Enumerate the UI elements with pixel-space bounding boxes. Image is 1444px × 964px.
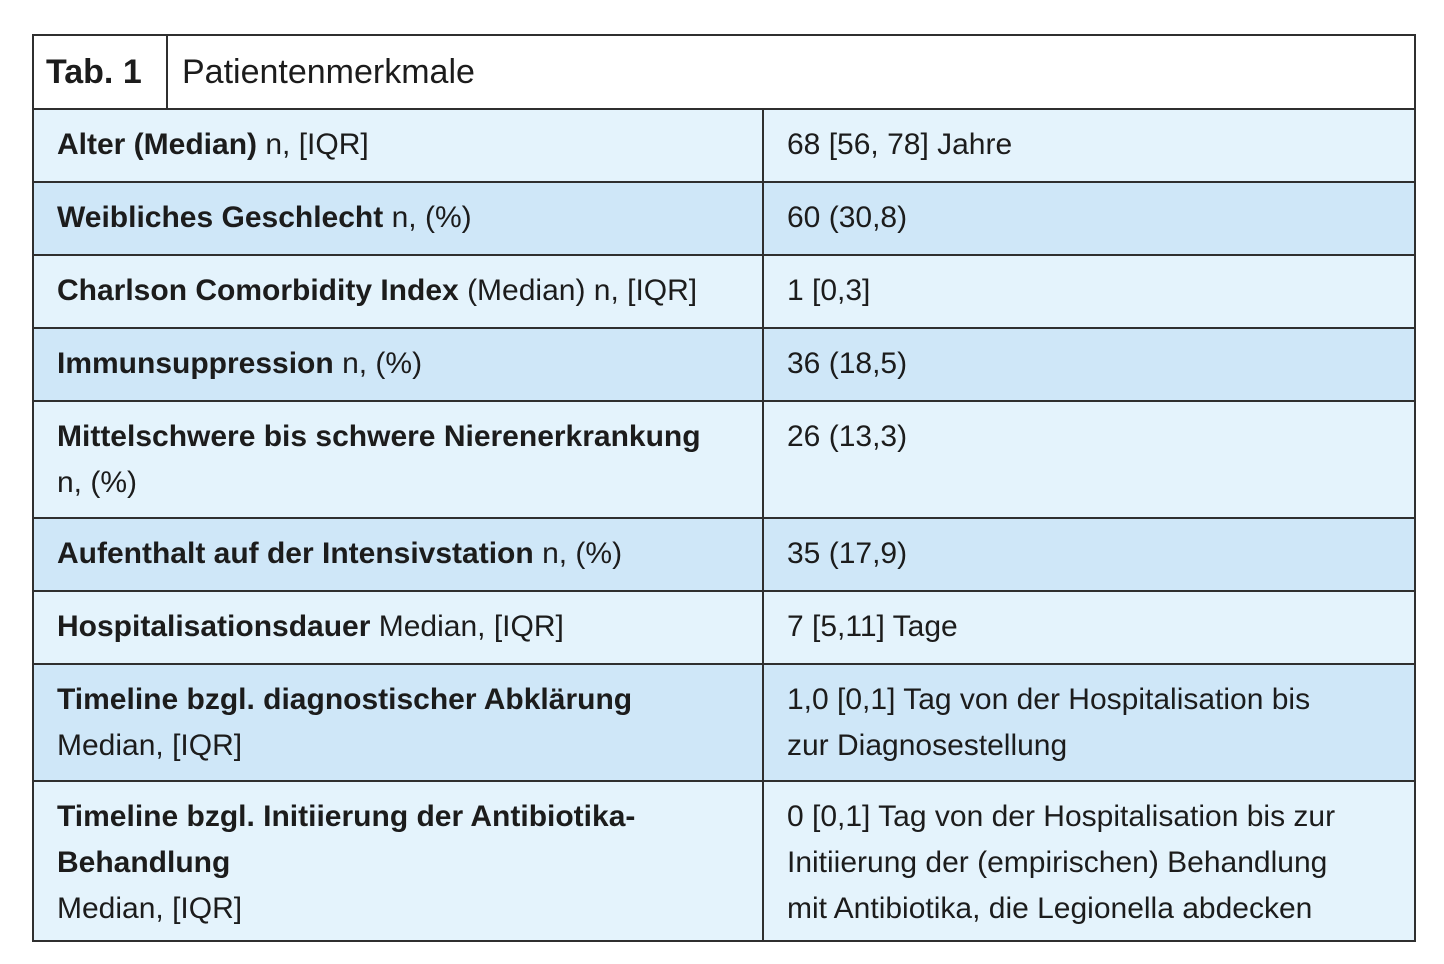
row-value-cell	[764, 665, 1414, 780]
row-label-cell	[34, 782, 764, 940]
row-value-line: zur Diagnosestellung	[787, 729, 1068, 762]
row-diagnostic-timeline	[34, 663, 1414, 780]
row-value-line: 35 (17,9)	[787, 537, 908, 570]
row-label-unit: Median, [IQR]	[57, 892, 243, 925]
row-label-unit: n, (%)	[542, 537, 623, 570]
row-label-bold: Hospitalisationsdauer	[57, 610, 371, 643]
row-antibiotic-timeline	[34, 780, 1414, 940]
row-immunosuppression	[34, 327, 1414, 400]
row-label-line	[57, 341, 762, 387]
row-age	[34, 108, 1414, 181]
row-value-cell	[764, 183, 1414, 254]
row-value-line: 0 [0,1] Tag von der Hospitalisation bis zur	[787, 800, 1336, 833]
table-title: Patientenmerkmale	[182, 53, 475, 91]
row-value-cell	[764, 256, 1414, 327]
row-value-line: 1 [0,3]	[787, 274, 871, 307]
row-label-unit: n, (%)	[57, 466, 138, 499]
row-label-unit: (Median) n, [IQR]	[467, 274, 698, 307]
table-label: Tab. 1	[34, 36, 168, 108]
row-kidney-disease	[34, 400, 1414, 517]
row-label-cell	[34, 183, 764, 254]
row-label-line	[57, 723, 762, 769]
row-label-cell	[34, 110, 764, 181]
row-label-unit: n, (%)	[391, 201, 472, 234]
row-value-cell	[764, 329, 1414, 400]
row-value-cell	[764, 519, 1414, 590]
row-value-line: 60 (30,8)	[787, 201, 908, 234]
row-label-line	[57, 268, 762, 314]
row-label-cell	[34, 519, 764, 590]
row-label-line	[57, 460, 762, 506]
row-label-cell	[34, 592, 764, 663]
row-label-bold: Mittelschwere bis schwere Nierenerkrankung	[57, 420, 701, 453]
row-hospitalization-duration	[34, 590, 1414, 663]
row-value-line: 36 (18,5)	[787, 347, 908, 380]
row-label-line	[57, 195, 762, 241]
row-label-bold: Charlson Comorbidity Index	[57, 274, 459, 307]
row-label-line	[57, 677, 762, 723]
row-label-unit: n, [IQR]	[265, 128, 369, 161]
table-header	[34, 36, 1414, 108]
row-label-cell	[34, 329, 764, 400]
row-label-unit: n, (%)	[342, 347, 423, 380]
row-label-line	[57, 414, 762, 460]
row-label-unit: Median, [IQR]	[378, 610, 564, 643]
row-label-bold: Timeline bzgl. diagnostischer Abklärung	[57, 683, 633, 716]
row-value-cell	[764, 402, 1414, 517]
row-female-sex	[34, 181, 1414, 254]
row-label-cell	[34, 256, 764, 327]
row-value-cell	[764, 592, 1414, 663]
row-value-line: mit Antibiotika, die Legionella abdecken	[787, 892, 1313, 925]
row-value-cell	[764, 110, 1414, 181]
row-label-bold: Timeline bzgl. Initiierung der Antibiotika-	[57, 800, 636, 833]
row-label-line	[57, 531, 762, 577]
row-label-unit: Median, [IQR]	[57, 729, 243, 762]
row-value-line: Initiierung der (empirischen) Behandlung	[787, 846, 1328, 879]
row-value-cell	[764, 782, 1414, 940]
row-label-line	[57, 886, 762, 932]
row-label-bold: Alter (Median)	[57, 128, 258, 161]
row-label-line	[57, 122, 762, 168]
row-label-cell	[34, 402, 764, 517]
patient-characteristics-table	[32, 34, 1416, 942]
row-label-bold: Weibliches Geschlecht	[57, 201, 384, 234]
row-value-line: 1,0 [0,1] Tag von der Hospitalisation bis	[787, 683, 1311, 716]
row-label-line	[57, 840, 762, 886]
row-label-bold: Behandlung	[57, 846, 231, 879]
row-icu-stay	[34, 517, 1414, 590]
row-value-line: 68 [56, 78] Jahre	[787, 128, 1013, 161]
row-label-line	[57, 794, 762, 840]
row-value-line: 26 (13,3)	[787, 420, 908, 453]
row-label-bold: Aufenthalt auf der Intensivstation	[57, 537, 534, 570]
row-label-bold: Immunsuppression	[57, 347, 334, 380]
row-value-line: 7 [5,11] Tage	[787, 610, 958, 643]
row-charlson-index	[34, 254, 1414, 327]
row-label-line	[57, 604, 762, 650]
row-label-cell	[34, 665, 764, 780]
